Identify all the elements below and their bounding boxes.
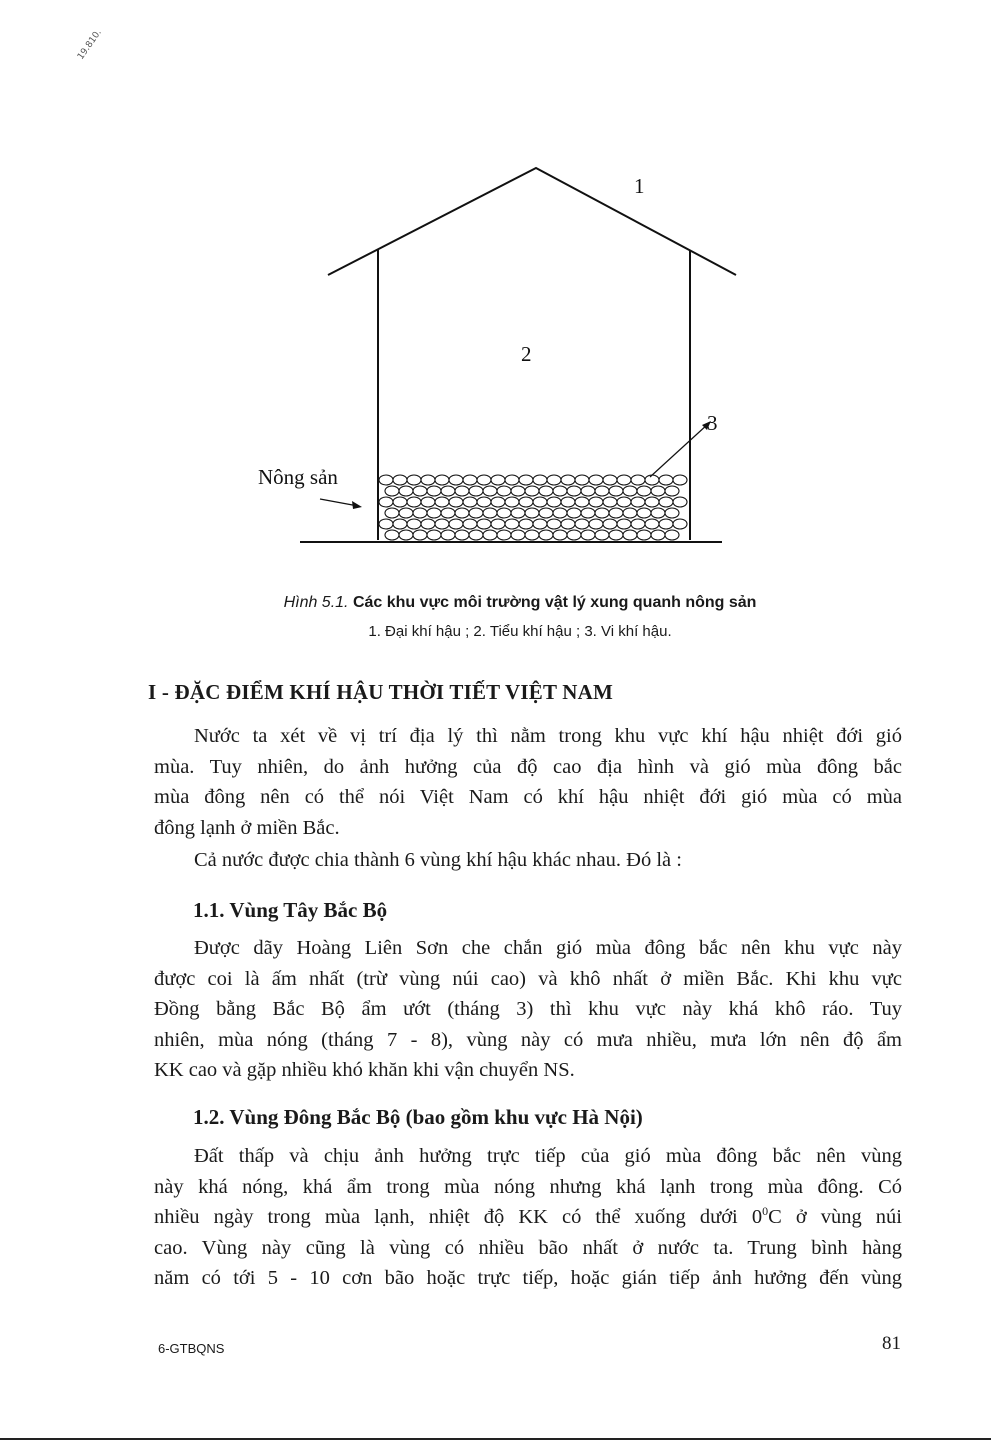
grain-shape — [421, 497, 435, 507]
grain-shape — [435, 519, 449, 529]
grain-shape — [659, 519, 673, 529]
grain-shape — [399, 530, 413, 540]
grain-shape — [511, 508, 525, 518]
grain-shape — [385, 486, 399, 496]
figure-title: Các khu vực môi trường vật lý xung quanh nông sản — [352, 594, 757, 611]
microclimate-arrow — [650, 424, 708, 477]
grain-shape — [379, 497, 393, 507]
grain-shape — [561, 475, 575, 485]
grain-shape — [547, 475, 561, 485]
grain-shape — [491, 497, 505, 507]
grain-shape — [617, 497, 631, 507]
grain-shape — [553, 486, 567, 496]
grain-shape — [637, 486, 651, 496]
grain-shape — [441, 486, 455, 496]
grain-shape — [631, 519, 645, 529]
grain-shape — [581, 530, 595, 540]
grain-shape — [581, 486, 595, 496]
grain-shape — [463, 519, 477, 529]
grain-shape — [505, 497, 519, 507]
regions-sentence: Cả nước được chia thành 6 vùng khí hậu khác nhau. Đó là : — [194, 849, 682, 871]
paragraph-line: cao. Vùng này cũng là vùng có nhiều bão nhất ở nước ta. Trung bình hàng — [154, 1236, 902, 1259]
grain-shape — [575, 497, 589, 507]
grain-shape — [483, 508, 497, 518]
grain-shape — [595, 508, 609, 518]
grain-shape — [413, 486, 427, 496]
grain-shape — [603, 475, 617, 485]
grain-shape — [673, 475, 687, 485]
grain-shape — [617, 475, 631, 485]
grain-shape — [435, 497, 449, 507]
grain-shape — [631, 475, 645, 485]
grain-shape — [589, 519, 603, 529]
grain-shape — [575, 519, 589, 529]
grain-shape — [623, 530, 637, 540]
grain-shape — [609, 530, 623, 540]
grain-shape — [539, 486, 553, 496]
paragraph-line: nhiên, mùa nóng (tháng 7 - 8), vùng này có mưa nhiều, mưa lớn nên độ ẩm — [154, 1028, 902, 1051]
grain-shape — [595, 530, 609, 540]
grain-shape — [637, 508, 651, 518]
northeast-paragraph — [154, 1141, 902, 1294]
grain-shape — [449, 497, 463, 507]
grain-shape — [399, 486, 413, 496]
grain-shape — [449, 519, 463, 529]
bottom-rule — [0, 1438, 991, 1440]
grain-shape — [603, 519, 617, 529]
grain-shape — [427, 508, 441, 518]
grain-shape — [393, 519, 407, 529]
library-stamp: 19.810. — [76, 27, 104, 62]
grain-shape — [609, 508, 623, 518]
grain-shape — [561, 497, 575, 507]
grain-shape — [533, 475, 547, 485]
grain-shape — [603, 497, 617, 507]
grain-shape — [533, 497, 547, 507]
grain-shape — [567, 486, 581, 496]
grain-shape — [455, 530, 469, 540]
grain-shape — [589, 497, 603, 507]
grain-shape — [505, 519, 519, 529]
line-tail: C ở vùng núi — [768, 1206, 902, 1228]
paragraph-line: được coi là ấm nhất (trừ vùng núi cao) và khô nhất ở miền Bắc. Khi khu vực — [154, 967, 902, 990]
grain-shape — [623, 508, 637, 518]
subsection-heading-1: 1.1. Vùng Tây Bắc Bộ — [193, 898, 388, 922]
grain-shape — [379, 475, 393, 485]
grain-shape — [413, 530, 427, 540]
grain-shape — [673, 497, 687, 507]
grain-shape — [407, 475, 421, 485]
produce-label: Nông sản — [258, 465, 338, 489]
book-code: 6-GTBQNS — [158, 1341, 225, 1356]
produce-pile — [379, 475, 687, 540]
grain-shape — [385, 530, 399, 540]
grain-shape — [631, 497, 645, 507]
grain-shape — [497, 530, 511, 540]
line-text: nhiều ngày trong mùa lạnh, nhiệt độ KK có thể xuống dưới 0 — [154, 1206, 763, 1228]
grain-shape — [421, 519, 435, 529]
grain-shape — [525, 530, 539, 540]
grain-shape — [539, 508, 553, 518]
grain-shape — [379, 519, 393, 529]
grain-shape — [547, 497, 561, 507]
label-mesoclimate: 2 — [521, 342, 532, 366]
grain-shape — [589, 475, 603, 485]
roof-line — [328, 168, 736, 275]
grain-shape — [421, 475, 435, 485]
grain-shape — [393, 475, 407, 485]
paragraph-line: đông lạnh ở miền Bắc. — [154, 816, 340, 839]
grain-shape — [547, 519, 561, 529]
grain-shape — [393, 497, 407, 507]
grain-shape — [561, 519, 575, 529]
grain-shape — [511, 486, 525, 496]
grain-shape — [407, 497, 421, 507]
figure-caption — [0, 594, 991, 612]
grain-shape — [505, 475, 519, 485]
grain-shape — [525, 486, 539, 496]
grain-shape — [595, 486, 609, 496]
paragraph-line: Đồng bằng Bắc Bộ ẩm ướt (tháng 3) thì khu vực này khá khô ráo. Tuy — [154, 998, 902, 1020]
grain-shape — [463, 497, 477, 507]
grain-shape — [385, 508, 399, 518]
paragraph-line: Đất thấp và chịu ảnh hưởng trực tiếp của gió mùa đông bắc nên vùng — [194, 1145, 902, 1167]
produce-arrowhead — [352, 501, 362, 509]
grain-shape — [407, 519, 421, 529]
section-heading: I - ĐẶC ĐIỂM KHÍ HẬU THỜI TIẾT VIỆT NAM — [148, 680, 614, 704]
intro-paragraph — [154, 721, 902, 843]
label-macroclimate: 1 — [634, 174, 645, 198]
label-microclimate: 3 — [707, 411, 718, 435]
grain-shape — [645, 519, 659, 529]
grain-shape — [413, 508, 427, 518]
grain-shape — [581, 508, 595, 518]
paragraph-line: mùa đông nên có thể nói Việt Nam có khí hậu nhiệt đới gió mùa có mùa — [154, 786, 902, 808]
grain-shape — [477, 497, 491, 507]
grain-shape — [609, 486, 623, 496]
grain-shape — [455, 486, 469, 496]
grain-shape — [455, 508, 469, 518]
grain-shape — [399, 508, 413, 518]
grain-shape — [427, 530, 441, 540]
grain-shape — [539, 530, 553, 540]
grain-shape — [441, 508, 455, 518]
grain-shape — [497, 508, 511, 518]
grain-shape — [553, 508, 567, 518]
grain-shape — [659, 475, 673, 485]
paragraph-line: Nước ta xét về vị trí địa lý thì nằm trong khu vực khí hậu nhiệt đới gió — [194, 725, 902, 747]
grain-shape — [567, 508, 581, 518]
page-number: 81 — [882, 1333, 901, 1354]
subsection-heading-2: 1.2. Vùng Đông Bắc Bộ (bao gồm khu vực Hà Nội) — [193, 1105, 643, 1129]
paragraph-line: KK cao và gặp nhiều khó khăn khi vận chuyển NS. — [154, 1059, 575, 1081]
grain-shape — [651, 508, 665, 518]
grain-shape — [665, 486, 679, 496]
grain-shape — [497, 486, 511, 496]
grain-shape — [435, 475, 449, 485]
grain-shape — [617, 519, 631, 529]
northwest-paragraph — [154, 933, 902, 1086]
grain-shape — [553, 530, 567, 540]
grain-shape — [651, 530, 665, 540]
grain-shape — [477, 475, 491, 485]
grain-shape — [463, 475, 477, 485]
figure-legend: 1. Đại khí hậu ; 2. Tiểu khí hậu ; 3. Vi khí hậu. — [368, 623, 672, 640]
figure-number: Hình 5.1. — [283, 594, 349, 611]
paragraph-line: này khá nóng, khá ẩm trong mùa nóng nhưng khá lạnh trong mùa đông. Có — [154, 1175, 902, 1198]
grain-shape — [469, 530, 483, 540]
grain-shape — [449, 475, 463, 485]
grain-shape — [491, 475, 505, 485]
grain-shape — [469, 486, 483, 496]
grain-shape — [623, 486, 637, 496]
grain-shape — [665, 530, 679, 540]
grain-shape — [567, 530, 581, 540]
paragraph-line-with-superscript — [154, 1202, 902, 1233]
grain-shape — [511, 530, 525, 540]
grain-shape — [673, 519, 687, 529]
grain-shape — [491, 519, 505, 529]
house-diagram — [240, 150, 760, 570]
grain-shape — [665, 508, 679, 518]
paragraph-line: mùa. Tuy nhiên, do ảnh hưởng của độ cao địa hình và gió mùa đông bắc — [154, 755, 902, 778]
grain-shape — [637, 530, 651, 540]
grain-shape — [651, 486, 665, 496]
grain-shape — [477, 519, 491, 529]
grain-shape — [575, 475, 589, 485]
grain-shape — [483, 530, 497, 540]
grain-shape — [525, 508, 539, 518]
grain-shape — [469, 508, 483, 518]
grain-shape — [519, 519, 533, 529]
superscript: 0 — [762, 1204, 769, 1219]
grain-shape — [533, 519, 547, 529]
paragraph-line: Được dãy Hoàng Liên Sơn che chắn gió mùa đông bắc nên khu vực này — [194, 937, 902, 959]
grain-shape — [483, 486, 497, 496]
grain-shape — [427, 486, 441, 496]
grain-shape — [519, 475, 533, 485]
paragraph-line: năm có tới 5 - 10 cơn bão hoặc trực tiếp, hoặc gián tiếp ảnh hưởng đến vùng — [154, 1267, 902, 1289]
grain-shape — [645, 497, 659, 507]
grain-shape — [645, 475, 659, 485]
grain-shape — [441, 530, 455, 540]
grain-shape — [519, 497, 533, 507]
grain-shape — [659, 497, 673, 507]
